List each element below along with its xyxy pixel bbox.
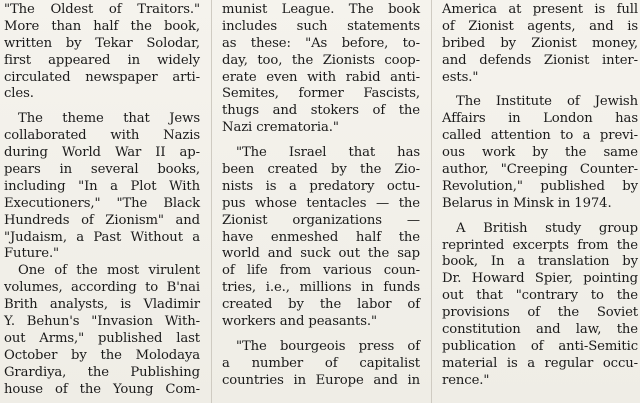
text-line: first appeared in widely: [4, 52, 200, 68]
text-line: created by the labor of: [222, 297, 420, 313]
text-line: "The bourgeois press of: [236, 338, 420, 354]
text-line: Executioners," "The Black: [4, 195, 200, 211]
text-line: collaborated with Nazis: [4, 128, 200, 144]
text-line: pears in several books,: [4, 162, 200, 178]
text-line: reprinted excerpts from the: [442, 237, 638, 253]
text-line: constitution and law, the: [442, 322, 638, 338]
text-line: a number of capitalist: [222, 355, 420, 371]
text-line: world and suck out the sap: [222, 246, 420, 262]
text-line: Affairs in London has: [442, 111, 638, 127]
text-line: material is a regular occu-: [442, 355, 638, 371]
text-line: day, too, the Zionists coop-: [222, 52, 420, 68]
text-line: "The Israel that has: [236, 145, 420, 161]
text-line: Semites, former Fascists,: [222, 86, 420, 102]
article-column-1: [4, 2, 200, 398]
text-line: Future.": [4, 246, 60, 262]
text-line: as these: "As before, to-: [222, 35, 420, 51]
text-line: bribed by Zionist money,: [442, 35, 638, 51]
text-line: workers and peasants.": [222, 314, 377, 330]
text-line: thugs and stokers of the: [222, 103, 420, 119]
text-line: America at present is full: [442, 2, 638, 17]
column-divider: [211, 0, 212, 403]
text-line: countries in Europe and in: [222, 372, 420, 388]
text-line: provisions of the Soviet: [442, 305, 638, 321]
text-line: including "In a Plot With: [4, 178, 200, 194]
text-line: includes such statements: [222, 18, 420, 34]
text-line: of life from various coun-: [222, 263, 420, 279]
paragraph: [222, 339, 420, 390]
text-line: of Zionist agents, and is: [442, 18, 638, 34]
text-line: nists is a predatory octu-: [222, 178, 420, 194]
text-line: and defends Zionist inter-: [442, 52, 638, 68]
text-line: The theme that Jews: [18, 111, 200, 127]
paragraph: [222, 145, 420, 331]
paragraph: [4, 111, 200, 263]
text-line: October by the Molodaya: [4, 347, 200, 363]
text-line: circulated newspaper arti-: [4, 69, 200, 85]
text-line: during World War II ap-: [4, 145, 200, 161]
text-line: book, In a translation by: [442, 254, 638, 270]
paragraph: [4, 263, 200, 398]
text-line: Dr. Howard Spier, pointing: [442, 271, 638, 287]
text-line: cles.: [4, 86, 34, 102]
text-line: have enmeshed half the: [222, 229, 420, 245]
article-column-3: [442, 2, 638, 390]
text-line: Brith analysts, is Vladimir: [4, 297, 200, 313]
text-line: house of the Young Com-: [4, 381, 200, 397]
text-line: "Judaism, a Past Without a: [4, 229, 200, 245]
text-line: Y. Behun's "Invasion With-: [4, 314, 200, 330]
text-line: A British study group: [456, 220, 638, 236]
paragraph: [222, 2, 420, 137]
text-line: rence.": [442, 372, 490, 388]
paragraph: [442, 2, 638, 86]
text-line: out that "contrary to the: [442, 288, 638, 304]
text-line: author, "Creeping Counter-: [442, 162, 638, 178]
text-line: erate even with rabid anti-: [222, 69, 420, 85]
text-line: publication of anti-Semitic: [442, 338, 638, 354]
text-line: "The Oldest of Traitors.": [4, 2, 200, 17]
text-line: out Arms," published last: [4, 330, 200, 346]
text-line: munist League. The book: [222, 2, 420, 17]
text-line: ests.": [442, 69, 479, 85]
text-line: volumes, according to B'nai: [4, 280, 200, 296]
text-line: called attention to a previ-: [442, 128, 638, 144]
text-line: ous work by the same: [442, 145, 638, 161]
text-line: Revolution," published by: [442, 178, 638, 194]
text-line: tries, i.e., millions in funds: [222, 280, 420, 296]
text-line: The Institute of Jewish: [456, 94, 638, 110]
text-line: Hundreds of Zionism" and: [4, 212, 200, 228]
article-column-2: [222, 2, 420, 390]
text-line: Nazi crematoria.": [222, 120, 339, 136]
text-line: One of the most virulent: [18, 263, 200, 279]
text-line: been created by the Zio-: [222, 162, 420, 178]
text-line: Zionist organizations —: [222, 212, 420, 228]
text-line: Belarus in Minsk in 1974.: [442, 195, 612, 211]
text-line: Grardiya, the Publishing: [4, 364, 200, 380]
paragraph: [4, 2, 200, 103]
column-divider: [431, 0, 432, 403]
text-line: written by Tekar Solodar,: [4, 35, 200, 51]
text-line: More than half the book,: [4, 18, 200, 34]
paragraph: [442, 221, 638, 390]
text-line: pus whose tentacles — the: [222, 195, 420, 211]
paragraph: [442, 94, 638, 212]
